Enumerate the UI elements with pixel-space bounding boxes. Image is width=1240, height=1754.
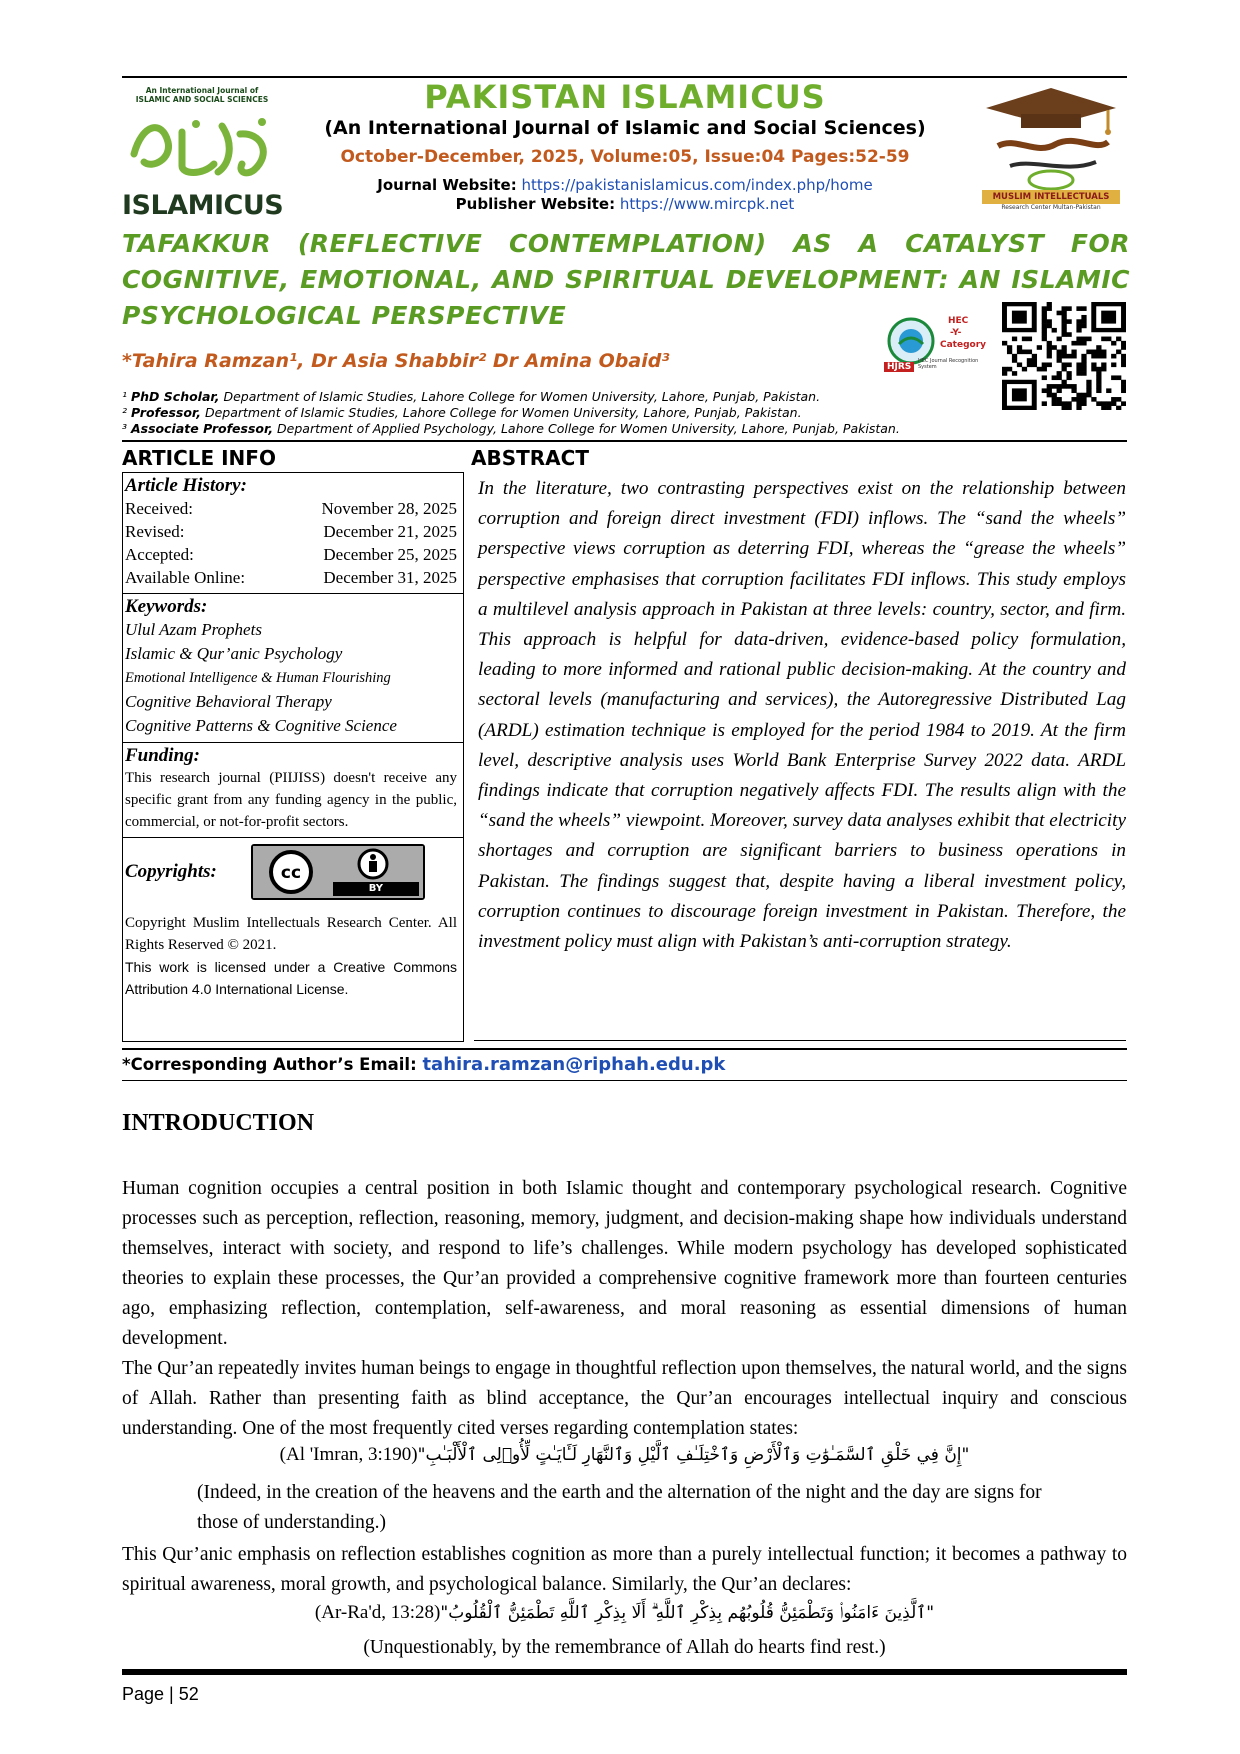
keyword: Cognitive Patterns & Cognitive Science	[125, 716, 397, 735]
publisher-website-label: Publisher Website:	[455, 195, 616, 213]
history-row: Available Online: December 31, 2025	[125, 568, 457, 587]
verse-1-reference: (Al 'Imran, 3:190)	[279, 1444, 418, 1465]
logo-caption: MUSLIM INTELLECTUALS	[992, 192, 1110, 202]
websites	[300, 176, 950, 214]
hec-label: HEC	[948, 316, 969, 326]
funding-text: This research journal (PIIJISS) doesn't receive any specific grant from any funding agency in the public, commercial, or not-for-profit sectors.	[125, 770, 457, 830]
affiliation-line: ¹ PhD Scholar, Department of Islamic Studies, Lahore College for Women University, Lahore, Punjab, Pakistan.	[122, 389, 821, 404]
verse-1	[122, 1444, 1127, 1466]
corresponding-email	[122, 1054, 725, 1075]
email-label: *Corresponding Author’s Email:	[122, 1055, 417, 1074]
affiliation-line: ³ Associate Professor, Department of Applied Psychology, Lahore College for Women University, Lahore, Punjab, Pakistan.	[122, 421, 900, 436]
verse-2-reference: (Ar-Ra'd, 13:28)	[314, 1602, 441, 1623]
history-row: Revised: December 21, 2025	[125, 522, 457, 541]
article-title: TAFAKKUR (REFLECTIVE CONTEMPLATION) AS A CATALYST FOR COGNITIVE, EMOTIONAL, AND SPIRITUAL DEVELOPMENT: AN ISLAMIC PSYCHOLOGICAL PERSPECTIVE	[122, 229, 1130, 330]
history-row: Received: November 28, 2025	[125, 499, 457, 518]
hec-category: -Y-	[950, 328, 962, 338]
svg-text:cc: cc	[280, 863, 301, 883]
keyword: Emotional Intelligence & Human Flourishing	[125, 670, 391, 686]
issue-line: October-December, 2025, Volume:05, Issue:04 Pages:52-59	[340, 147, 910, 167]
keyword: Cognitive Behavioral Therapy	[125, 692, 332, 711]
logo-journal-line: An International Journal of	[145, 86, 259, 95]
keyword: Islamic & Qur’anic Psychology	[125, 644, 343, 663]
journal-title: PAKISTAN ISLAMICUS	[424, 78, 826, 116]
journal-subtitle: (An International Journal of Islamic and Social Sciences)	[324, 117, 926, 139]
verse-1-translation: (Indeed, in the creation of the heavens and the earth and the alternation of the night and the day are signs for those of understanding.)	[197, 1482, 1042, 1533]
verse-1-arabic: "إِنَّ فِي خَلْقِ ٱلسَّمَـٰوَٰتِ وَٱلْأَرْضِ وَٱخْتِلَـٰفِ ٱلَّيْلِ وَٱلنَّهَارِ لَـَٔايَـٰتٍ لِّأُو۟لِى ٱلْأَلْبَـٰبِ"	[417, 1445, 970, 1465]
muslim-intellectuals-logo	[976, 86, 1126, 216]
footer-rule	[122, 1669, 1127, 1675]
cc-by-license-badge[interactable]	[251, 844, 425, 900]
intro-paragraph-1: Human cognition occupies a central position in both Islamic thought and contemporary psychological research. Cognitive processes such as perception, reflection, reasoning, memory, judgment, and decision-making shape how individuals understand themselves, interact with society, and respond to life’s challenges. While modern psychology has developed sophisticated theories to explain these processes, the Qur’an provided a comprehensive cognitive framework more than fourteen centuries ago, emphasizing reflection, contemplation, self-awareness, and moral reasoning as essential dimensions of human development.	[122, 1178, 1127, 1349]
page-number: Page | 52	[122, 1684, 199, 1704]
abstract-heading: ABSTRACT	[471, 446, 589, 470]
abstract-bottom-rule	[474, 1040, 1126, 1041]
introduction-heading: INTRODUCTION	[122, 1110, 315, 1136]
info-top-rule	[122, 440, 1127, 442]
calligraphy-icon	[122, 114, 282, 184]
hec-category-label: Category	[940, 340, 987, 350]
logo-word: ISLAMICUS	[122, 190, 284, 221]
intro-paragraph-2: The Qur’an repeatedly invites human beings to engage in thoughtful reflection upon themselves, the natural world, and the signs of Allah. Rather than presenting faith as blind acceptance, the Qur’an encourages intellectual inquiry and conscious understanding. One of the most frequently cited verses regarding contemplation states:	[122, 1358, 1127, 1439]
history-row: Accepted: December 25, 2025	[125, 545, 457, 564]
copyright-text: Copyright Muslim Intellectuals Research Center. All Rights Reserved © 2021.	[125, 915, 457, 953]
article-info-heading: ARTICLE INFO	[122, 446, 276, 470]
logo-journal-line: ISLAMIC AND SOCIAL SCIENCES	[135, 95, 269, 104]
hjrs-label: HJRS	[884, 362, 914, 372]
hjrs-caption: HEC Journal Recognition System	[918, 358, 979, 370]
email-link[interactable]: tahira.ramzan@riphah.edu.pk	[422, 1054, 726, 1075]
license-text: This work is licensed under a Creative Commons Attribution 4.0 International License.	[125, 959, 457, 997]
affiliations	[122, 389, 1072, 437]
funding-title: Funding:	[125, 745, 200, 766]
verse-2-arabic: "ٱلَّذِينَ ءَامَنُوا۟ وَتَطْمَئِنُّ قُلُوبُهُم بِذِكْرِ ٱللَّهِ ۗ أَلَا بِذِكْرِ ٱللَّهِ تَطْمَئِنُّ ٱلْقُلُوبُ"	[440, 1603, 935, 1623]
copyrights-title: Copyrights:	[125, 861, 217, 882]
abstract-text: In the literature, two contrasting perspectives exist on the relationship between corruption and foreign direct investment (FDI) inflows. The “sand the wheels” perspective views corruption as deterring FDI, whereas the “grease the wheels” perspective emphasises that corruption facilitates FDI inflows. This study employs a multilevel analysis approach in Pakistan at three levels: country, sector, and firm. This approach is helpful for data-driven, evidence-based policy formulation, leading to more informed and rational public decision-making. At the country and sectoral levels (manufacturing and services), the Autoregressive Distributed Lag (ARDL) estimation technique is employed for the period 1984 to 2019. At the firm level, descriptive analysis uses World Bank Enterprise Survey 2022 data. ARDL findings indicate that corruption negatively affects FDI. The results align with the “sand the wheels” viewpoint. Moreover, survey data analyses exhibit that electricity shortages and corruption are significant barriers to business operations in Pakistan. The findings suggest that, despite having a liberal investment policy, corruption continues to discourage foreign investment in Pakistan. Therefore, the investment policy must align with Pakistan’s anti-corruption strategy.	[478, 478, 1126, 953]
cc-by-label: BY	[368, 883, 384, 894]
logo-subcaption: Research Center Multan-Pakistan	[1001, 204, 1101, 211]
article-info-box	[122, 472, 464, 1042]
verse-2-translation: (Unquestionably, by the remembrance of Allah do hearts find rest.)	[363, 1637, 886, 1658]
email-top-rule	[122, 1048, 1127, 1050]
islamicus-logo	[122, 86, 284, 221]
keyword: Ulul Azam Prophets	[125, 620, 262, 639]
email-bottom-rule	[122, 1080, 1127, 1081]
authors: *Tahira Ramzan¹, Dr Asia Shabbir² Dr Amina Obaid³	[122, 350, 670, 372]
affiliation-line: ² Professor, Department of Islamic Studies, Lahore College for Women University, Lahore, Punjab, Pakistan.	[122, 405, 802, 420]
hec-badge	[884, 314, 994, 376]
history-title: Article History:	[125, 475, 247, 496]
intro-paragraph-3: This Qur’anic emphasis on reflection establishes cognition as more than a purely intellectual function; it becomes a pathway to spiritual awareness, moral growth, and psychological balance. Similarly, the Qur’an declares:	[122, 1544, 1127, 1595]
journal-website-label: Journal Website:	[377, 176, 517, 194]
journal-website-link[interactable]: https://pakistanislamicus.com/index.php/home	[521, 176, 873, 194]
keywords-title: Keywords:	[125, 596, 208, 617]
publisher-website-link[interactable]: https://www.mircpk.net	[619, 195, 795, 213]
verse-2	[122, 1602, 1127, 1624]
